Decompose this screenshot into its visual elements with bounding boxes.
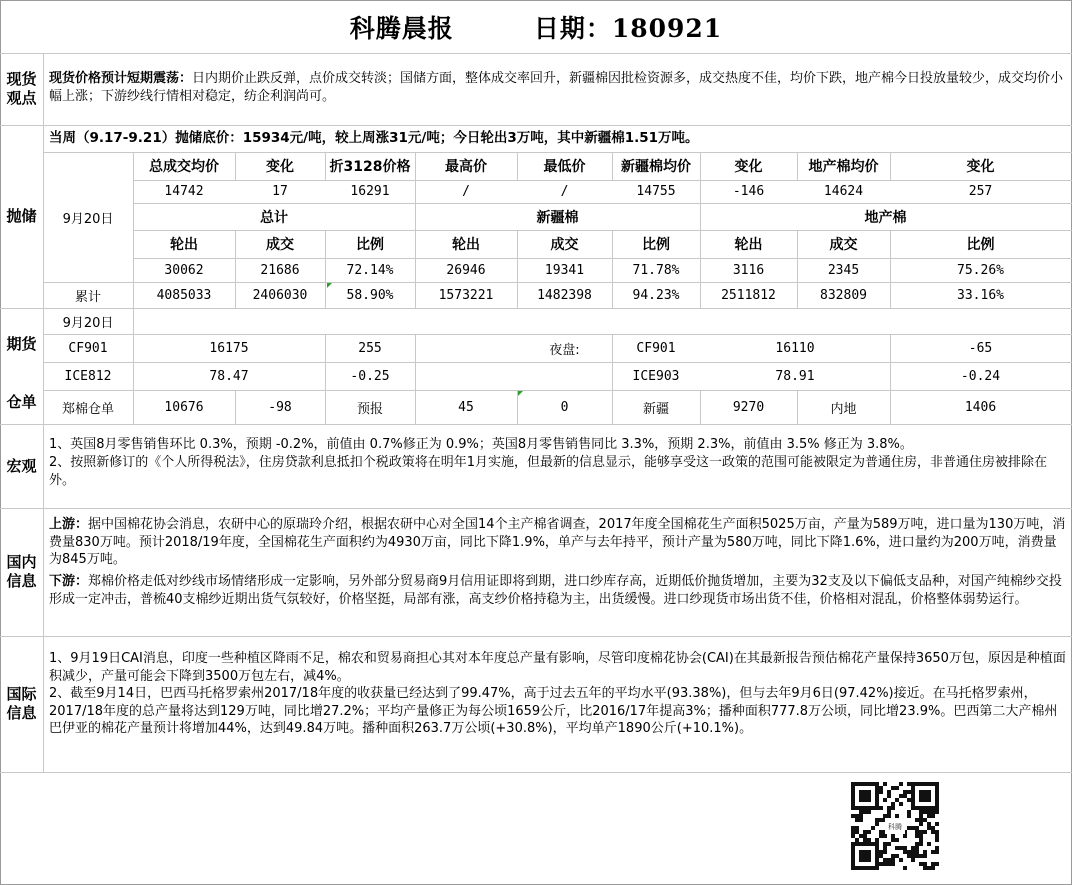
futures-night-contract: CF901 bbox=[636, 340, 676, 356]
divider bbox=[0, 125, 1072, 126]
reserve-day-value: 30062 bbox=[164, 262, 204, 278]
reserve-price-value: 17 bbox=[272, 184, 288, 199]
spot-lead: 现货价格预计短期震荡： bbox=[49, 71, 193, 86]
divider bbox=[0, 424, 1072, 425]
reserve-day-value: 72.14% bbox=[346, 262, 394, 278]
macro-item-2: 2、按照新修订的《个人所得税法》，住房贷款利息抵扣个税政策将在明年1月实施，但最新的信息显示，能够享受这一政策的范围可能被限定为普通住房，非普通住房被排除在外。 bbox=[49, 455, 1048, 488]
reserve-date: 9月20日 bbox=[62, 211, 114, 227]
futures-night-change: -65 bbox=[968, 340, 993, 356]
reserve-cum-value: 33.16% bbox=[957, 287, 1004, 303]
reserve-header: 地产棉均价 bbox=[808, 159, 879, 175]
futures-day-change: 255 bbox=[358, 340, 382, 356]
international-item-1: 1、9月19日CAI消息，印度一些种植区降雨不足，棉农和贸易商担心其对本年度总产量有影响，尽管印度棉花协会(CAI)在其最新报告预估棉花产量保持3650万包，原因是种植面积减少，产量可能会下降到3500万包左右，减4%。 bbox=[49, 651, 1066, 684]
reserve-subheader: 成交 bbox=[829, 237, 858, 253]
reserve-price-value: 16291 bbox=[350, 184, 390, 199]
reserve-price-value: / bbox=[462, 184, 470, 199]
reserve-cum-value: 2511812 bbox=[721, 287, 776, 303]
qr-center-label: 科腾 bbox=[888, 823, 902, 831]
futures-date: 9月20日 bbox=[62, 315, 114, 331]
reserve-price-value: 14742 bbox=[164, 184, 204, 199]
report-header bbox=[0, 0, 1072, 53]
ice-change-2: -0.24 bbox=[960, 368, 1001, 384]
reserve-cum-value: 1482398 bbox=[537, 287, 592, 303]
section-label-spot: 现货 观点 bbox=[6, 70, 37, 107]
section-label-reserve: 抛储 bbox=[6, 207, 37, 225]
reserve-day-value: 26946 bbox=[446, 262, 486, 278]
reserve-price-value: 14755 bbox=[636, 184, 676, 199]
warrant-inland-value: 1406 bbox=[964, 399, 997, 415]
reserve-summary: 当周（9.17-9.21）抛储底价：15934元/吨，较上周涨31元/吨；今日轮出3万吨，其中新疆棉1.51万吨。 bbox=[49, 130, 699, 146]
spot-text: 日内期价止跌反弹，点价成交转淡；国储方面，整体成交率回升，新疆棉因批检资源多，成交热度不佳，均价下跌，地产棉今日投放量较少，成交均价小幅上涨；下游纱线行情相对稳定，纺企利润尚可。 bbox=[49, 71, 1064, 104]
divider bbox=[0, 308, 1072, 309]
reserve-header: 最低价 bbox=[543, 159, 586, 175]
reserve-cum-value: 1573221 bbox=[438, 287, 494, 303]
section-label-macro: 宏观 bbox=[6, 456, 37, 475]
reserve-price-value: 14624 bbox=[823, 184, 864, 199]
frame-top bbox=[0, 0, 1072, 1]
futures-night-price: 16110 bbox=[775, 340, 815, 356]
domestic-downstream-text: 郑棉价格走低对纱线市场情绪形成一定影响，另外部分贸易商9月信用证即将到期，进口纱库存高，近期低价抛货增加，主要为32支及以下偏低支品种，对国产纯棉纱交投形成一定冲击，普梳40支棉纱近期出货气氛较好，价格坚挺，局部有涨，高支纱价格持稳为主，出货缓慢。进口纱现货市场出货不佳，价格相对混乱，价格整体弱势运行。 bbox=[49, 574, 1062, 607]
warrant-xinjiang-label: 新疆 bbox=[642, 401, 669, 417]
reserve-group-xinjiang: 新疆棉 bbox=[536, 209, 579, 226]
reserve-header: 总成交均价 bbox=[149, 159, 219, 175]
reserve-subheader: 比例 bbox=[966, 237, 995, 253]
futures-night-label: 夜盘: bbox=[549, 342, 580, 358]
macro-item-1: 1、英国8月零售销售环比 0.3%，预期 -0.2%，前值由 0.7%修正为 0.9%；英国8月零售销售同比 3.3%，预期 2.3%，前值由 3.5% 修正为 3.8%。 bbox=[49, 437, 913, 452]
domestic-upstream-text: 据中国棉花协会消息，农研中心的原瑞玲介绍，根据农研中心对全国14个主产棉省调查，2017年度全国棉花生产面积5025万亩，产量为589万吨，进口量为130万吨，消费量830万吨。预计2018/19年度，全国棉花生产面积约为4930万亩，同比下降1.9%，单产与去年持平，预计产量为580万吨，同比下降1.6%，进口量约为200万吨，消费量为845万吨。 bbox=[49, 517, 1066, 567]
warrant-forecast-value: 45 bbox=[458, 399, 474, 415]
futures-day-price: 16175 bbox=[209, 340, 249, 356]
reserve-group-local: 地产棉 bbox=[864, 209, 907, 226]
reserve-day-value: 21686 bbox=[260, 262, 300, 278]
reserve-day-value: 75.26% bbox=[957, 262, 1004, 278]
reserve-subheader: 轮出 bbox=[452, 237, 480, 253]
report-title: 科腾晨报 bbox=[349, 13, 454, 43]
section-label-international: 国际 信息 bbox=[6, 685, 37, 722]
reserve-header: 最高价 bbox=[445, 159, 487, 175]
divider bbox=[0, 772, 1072, 773]
reserve-cum-value: 94.23% bbox=[632, 287, 680, 303]
reserve-cum-value: 2406030 bbox=[252, 287, 308, 303]
reserve-subheader: 轮出 bbox=[734, 237, 763, 253]
reserve-header: 变化 bbox=[734, 159, 763, 175]
reserve-cum-value: 832809 bbox=[820, 287, 867, 303]
divider bbox=[0, 53, 1072, 54]
cell-comment-flag bbox=[327, 283, 332, 288]
domestic-downstream-label: 下游： bbox=[49, 574, 89, 589]
section-label-warrant: 仓单 bbox=[6, 392, 37, 411]
reserve-group-total: 总计 bbox=[260, 209, 288, 226]
spot-paragraph bbox=[49, 70, 1067, 105]
international-item-2: 2、截至9月14日，巴西马托格罗索州2017/18年度的收获量已经达到了99.47%，高于过去五年的平均水平(93.38%)，但与去年9月6日(97.42%)接近。在马托格罗索州，2017/18年度的总产量将达到129万吨，同比增27.2%；平均产量修正为每公顷1659公斤，比2016/17年提高3%；播种面积777.8万公顷，同比增23.9%。巴西第二大产棉州巴伊亚的棉花产量预计将增加44%，达到49.84万吨。播种面积263.7万公顷(+30.8%)，平均单产1890公斤(+10.1%)。 bbox=[49, 686, 1058, 736]
reserve-subheader: 比例 bbox=[356, 237, 384, 253]
domestic-downstream bbox=[49, 573, 1067, 608]
section-label-futures: 期货 bbox=[6, 334, 37, 353]
divider bbox=[0, 508, 1072, 509]
ice-contract-2: ICE903 bbox=[632, 368, 680, 384]
reserve-day-value: 2345 bbox=[827, 262, 860, 278]
section-label-domestic: 国内 信息 bbox=[6, 553, 37, 590]
reserve-price-value: -146 bbox=[732, 184, 765, 199]
ice-price-1: 78.47 bbox=[209, 368, 249, 384]
report-date: 日期：180921 bbox=[533, 13, 723, 43]
reserve-header: 变化 bbox=[266, 159, 294, 175]
reserve-price-value: 257 bbox=[968, 184, 993, 199]
reserve-cum-value: 58.90% bbox=[346, 287, 394, 303]
domestic-upstream-label: 上游： bbox=[49, 517, 89, 532]
reserve-subheader: 轮出 bbox=[170, 237, 198, 253]
reserve-subheader: 成交 bbox=[266, 237, 294, 253]
ice-contract-1: ICE812 bbox=[64, 368, 112, 384]
warrant-xinjiang-value: 9270 bbox=[732, 399, 765, 415]
reserve-subheader: 成交 bbox=[550, 237, 579, 253]
reserve-day-value: 71.78% bbox=[632, 262, 680, 278]
qr-code-icon bbox=[842, 782, 948, 870]
ice-price-2: 78.91 bbox=[775, 368, 815, 384]
warrant-label: 郑棉仓单 bbox=[61, 401, 114, 417]
domestic-upstream bbox=[49, 516, 1067, 569]
reserve-header: 折3128价格 bbox=[329, 159, 411, 175]
reserve-subheader: 比例 bbox=[642, 237, 670, 253]
reserve-header: 变化 bbox=[966, 159, 995, 175]
warrant-change: -98 bbox=[268, 399, 292, 415]
reserve-day-value: 3116 bbox=[732, 262, 765, 278]
warrant-forecast-label: 预报 bbox=[356, 401, 383, 417]
warrant-inland-label: 内地 bbox=[830, 401, 857, 417]
reserve-day-value: 19341 bbox=[544, 262, 585, 278]
divider bbox=[0, 636, 1072, 637]
ice-change-1: -0.25 bbox=[350, 368, 390, 384]
futures-day-contract: CF901 bbox=[68, 340, 108, 356]
warrant-forecast-change: 0 bbox=[560, 399, 569, 415]
reserve-header: 新疆棉均价 bbox=[621, 159, 691, 175]
reserve-price-value: / bbox=[560, 184, 569, 199]
reserve-cum-label: 累计 bbox=[74, 289, 101, 305]
reserve-cum-value: 4085033 bbox=[156, 287, 212, 303]
warrant-value: 10676 bbox=[164, 399, 204, 415]
